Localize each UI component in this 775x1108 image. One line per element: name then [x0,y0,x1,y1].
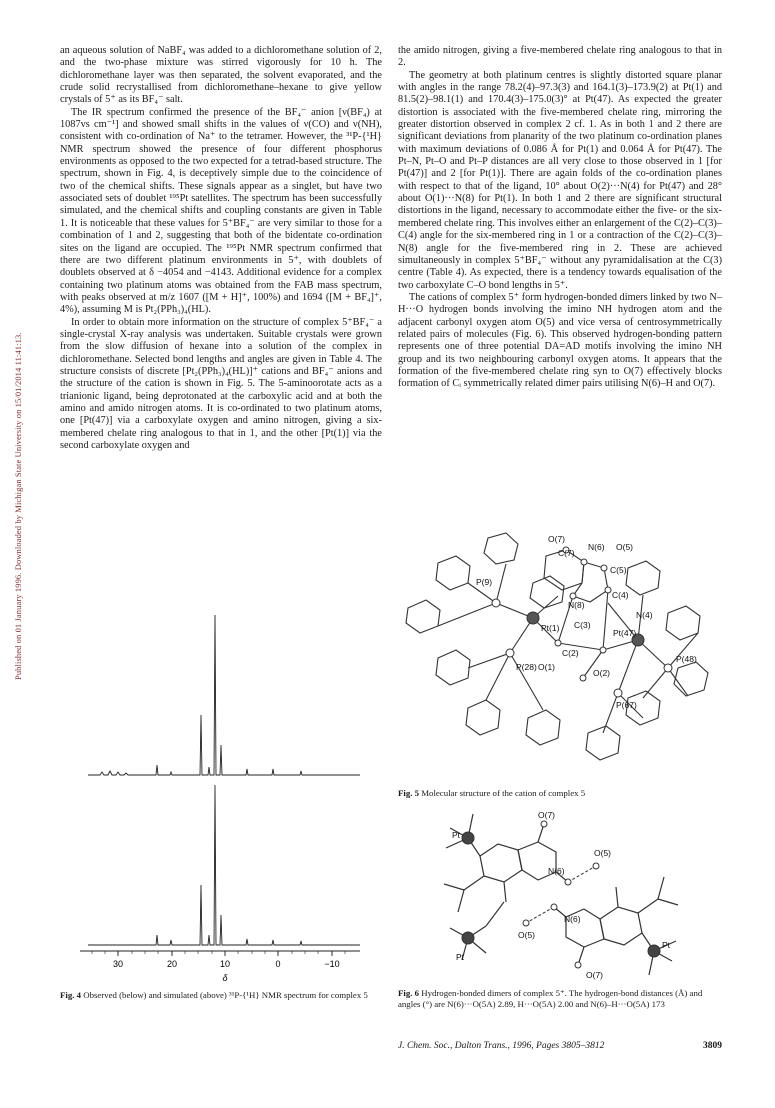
fig6-caption-label: Fig. 6 [398,988,420,998]
dimer-label-pt-top-left: Pt [452,830,461,840]
simulated-spectrum-trace [88,615,360,775]
dimer-label-o7-bottom: O(7) [586,970,603,980]
x-axis-minor-ticks [92,951,345,954]
molecular-structure-figure [398,528,722,788]
observed-spectrum-trace [88,785,360,945]
fig4-caption [60,990,380,1001]
dimer-label-n6-right: N(6) [564,914,581,924]
tick-label-minus10: −10 [324,959,340,969]
journal-citation: J. Chem. Soc., Dalton Trans., 1996, Pages 3805–3812 [398,1041,605,1051]
dimer-label-o5-top: O(5) [594,848,611,858]
fig5-caption-label: Fig. 5 [398,788,420,798]
fig4-caption-label: Fig. 4 [60,990,82,1000]
tick-label-30: 30 [112,959,124,969]
label-p28: P(28) [516,662,537,672]
dimer-label-pt-bottom-left: Pt [456,952,465,962]
label-n4: N(4) [636,610,653,620]
download-sidebar [1,30,23,680]
left-paragraph-2: The IR spectrum confirmed the presence of the BF₄⁻ anion [ν(BF₄) at 1087vs cm⁻¹] and showed small shifts in the values of ν(CO) and ν(NH), consistent with co-ordination of Na⁺ to the tetramer. However, the ³¹P-{¹H} NMR spectrum showed the presence of four different phosphorus environments as opposed to the two expected for a tetrad-based structure. The spectrum, shown in Fig. 4, is deceptively simple due to the coincidence of two of the chemical shifts. These signals appear as a singlet, but have two associated sets of doublet ¹⁹⁵Pt satellites. The spectrum has been successfully simulated, and the chemical shifts and coupling constants are given in Table 1. It is noticeable that these values for 5⁺BF₄⁻ are very similar to those for a combination of 1 and 2, suggesting that both of the bidentate co-ordination sites on the ligand are occupied. The ¹⁹⁵Pt NMR spectrum confirmed that there are two different platinum environments in 5⁺, with doublets of doublets observed at δ −4054 and −4143. Additional evidence for a complex containing two platinum atoms was obtained from the FAB mass spectrum, with peaks observed at m/z 1607 ([M + H]⁺, 100%) and 1694 ([M + BF₄]⁺, 4%), assuming M is Pt₂(PPh₃)₄(HL). [60,106,382,316]
right-paragraph-3: The cations of complex 5⁺ form hydrogen-bonded dimers linked by two N–H···O hydrogen bonds involving the imino NH hydrogen atom and the adjacent carbonyl oxygen atom O(5) and vice versa of centrosymmetrically related pairs of molecules (Fig. 6). This observed hydrogen-bonding pattern represents one of three potential DA=AD motifs involving the imino NH group and its two neighbouring carbonyl oxygen atoms. It appears that the formation of the five-membered chelate ring syn to O(7) effectively blocks formation of Cᵢ symmetrically related dimer pairs utilising N(6)–H and O(7). [398,291,722,390]
axis-label-delta: δ [222,973,228,983]
label-p67: P(67) [616,700,637,710]
label-p48: P(48) [676,654,697,664]
download-notice: Published on 01 January 1996. Downloaded by Michigan State University on 15/01/2014 11:41:13. [13,332,23,680]
x-axis-major-ticks [118,951,332,956]
label-n6: N(6) [588,542,605,552]
dimer-atoms [462,821,660,968]
label-c2: C(2) [562,648,579,658]
label-c4: C(4) [612,590,629,600]
label-pt47: Pt(47) [613,628,637,638]
tick-label-20: 20 [166,959,178,969]
left-paragraph-3: In order to obtain more information on the structure of complex 5⁺BF₄⁻ a single-crystal X-ray analysis was undertaken. Suitable crystals were grown from the slow diffusion of hexane into a solution of the complex in dichloromethane. Selected bond lengths and angles are given in Table 4. The structure consists of discrete [Pt₂(PPh₃)₄(HL)]⁺ cations and BF₄⁻ anions and the structure of the cation is shown in Fig. 5. The 5-aminoorotate acts as a trianionic ligand, being deprotonated at the carboxylic acid and at both the amino and amido nitrogen atoms. It is co-ordinated to two platinum atoms, one [Pt(47)] via a carboxylate oxygen and amino nitrogen, giving a six-membered chelate ring analogous to that in 1, and the other [Pt(1)] via the second carboxylate oxygen and [60,316,382,451]
left-column [60,45,382,452]
label-o1: O(1) [538,662,555,672]
fig4-caption-text: Observed (below) and simulated (above) ³¹P-{¹H} NMR spectrum for complex 5 [83,990,368,1000]
right-paragraph-2: The geometry at both platinum centres is slightly distorted square planar with angles in the range 78.2(4)–97.3(3) and 164.1(3)–173.9(2) at Pt(1) and 81.5(2)–98.1(1) and 170.4(3)–175.0(3)° at Pt(47). As expected the greater distortion is associated with the five-membered chelate ring, mirroring the greater distortion observed in complex 2 cf. 1. As in both 1 and 2 there are significant deviations from planarity of the two platinum co-ordination planes with maximum deviations of 0.086 Å for Pt(1) and 0.064 Å for Pt(47). The Pt–N, Pt–O and Pt–P distances are all very close to those observed in 1 [for Pt(47)] and 2 [for Pt(1)]. There are again folds of the co-ordination planes with respect to that of the ligand, 10° about O(2)···N(4) for Pt(47) and 28° about O(1)···N(8) for Pt(1). In both 1 and 2 there are significant structural distortions in the ligand, necessary to accommodate either the five- or the six-membered chelate ring. This involves either an enlargement of the C(2)–C(3)–C(4) angle for the six-membered ring in 1 or a contraction of the C(2)–C(3)–N(8) angle for the five-membered ring in 2. These are achieved simultaneously in complex 5⁺BF₄⁻ without any pyramidalisation at the C(3) centre (Table 4). As expected, there is a tendency towards equalisation of the two carboxylate C–O bond lengths in 5⁺. [398,69,722,291]
fig5-caption-text: Molecular structure of the cation of complex 5 [421,788,586,798]
right-column [398,45,722,391]
left-paragraph-1: an aqueous solution of NaBF₄ was added to a dichloromethane solution of 2, and the two-phase mixture was stirred vigorously for 10 h. The dichloromethane layer was then separated, the solvent evaporated, and the crude solid recrystallised from dichloromethane–hexane to give yellow crystals of 5⁺ as its BF₄⁻ salt. [60,45,382,106]
label-o2: O(2) [593,668,610,678]
dimer-labels [452,810,671,980]
right-paragraph-1: the amido nitrogen, giving a five-membered chelate ring analogous to that in 2. [398,45,722,69]
label-o5: O(5) [616,542,633,552]
dimer-label-o5-bottom: O(5) [518,930,535,940]
dimer-bonds [444,814,678,975]
tick-label-10: 10 [219,959,231,969]
fig6-caption-text: Hydrogen-bonded dimers of complex 5⁺. The hydrogen-bond distances (Å) and angles (°) are N(6)···O(5A) 2.89, H···O(5A) 2.00 and N(6)–H···O(5A) 173 [398,988,703,1009]
label-c3: C(3) [574,620,591,630]
label-c5: C(5) [610,565,627,575]
page-footer [398,1041,722,1051]
hydrogen-bond-dimer-figure [398,808,722,983]
fig5-caption [398,788,722,799]
page-number: 3809 [703,1041,722,1051]
dimer-label-o7-top: O(7) [538,810,555,820]
dimer-label-pt-right: Pt [662,940,671,950]
label-o7: O(7) [548,534,565,544]
label-p9: P(9) [476,577,493,587]
label-pt1: Pt(1) [541,623,560,633]
nmr-spectrum-figure [60,615,380,985]
label-n8: N(8) [568,600,585,610]
tick-label-0: 0 [275,959,281,969]
fig6-caption [398,988,722,1009]
structure-bonds [406,533,708,760]
dimer-label-n6-left: N(6) [548,866,565,876]
label-c7: C(7) [558,548,575,558]
